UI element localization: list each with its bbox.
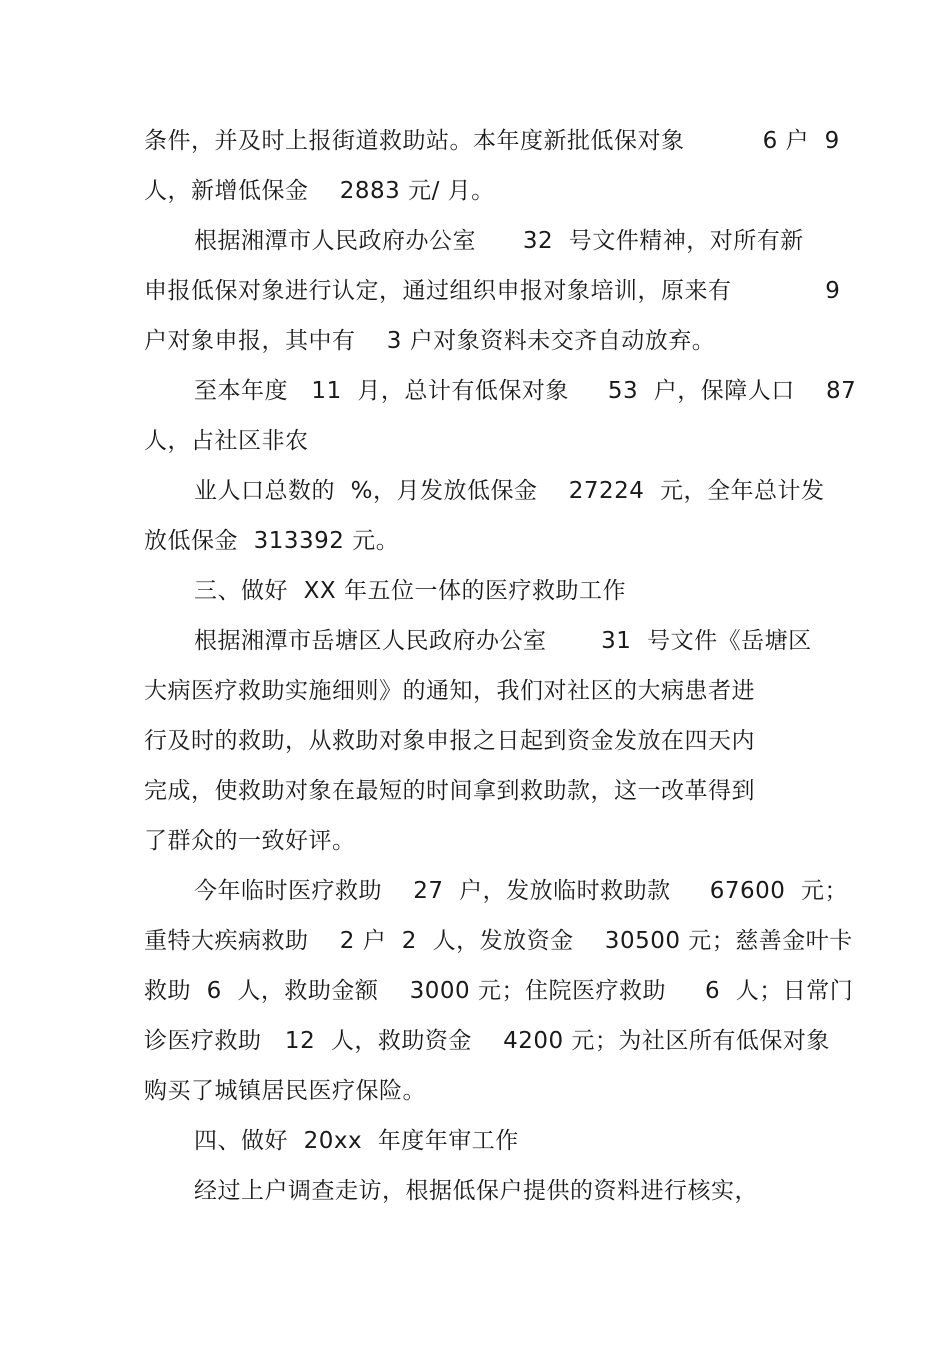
paragraph-line: 放低保金 313392 元。 <box>144 528 400 554</box>
paragraph-line: 根据湘潭市岳塘区人民政府办公室 31 号文件《岳塘区 <box>194 628 812 654</box>
paragraph-line: 诊医疗救助 12 人，救助资金 4200 元；为社区所有低保对象 <box>144 1028 830 1054</box>
paragraph-line: 条件，并及时上报街道救助站。本年度新批低保对象 6 户 9 <box>144 128 840 154</box>
paragraph-line: 业人口总数的 %，月发放低保金 27224 元，全年总计发 <box>194 478 825 504</box>
paragraph-line: 人，新增低保金 2883 元/ 月。 <box>144 178 495 204</box>
section-heading: 三、做好 XX 年五位一体的医疗救助工作 <box>194 578 626 604</box>
paragraph-line: 人，占社区非农 <box>144 428 309 454</box>
paragraph-line: 至本年度 11 月，总计有低保对象 53 户，保障人口 87 <box>194 378 857 404</box>
paragraph-line: 了群众的一致好评。 <box>144 828 356 854</box>
paragraph-line: 行及时的救助，从救助对象申报之日起到资金发放在四天内 <box>144 728 755 754</box>
paragraph-line: 今年临时医疗救助 27 户，发放临时救助款 67600 元； <box>194 878 848 904</box>
paragraph-line: 救助 6 人，救助金额 3000 元；住院医疗救助 6 人；日常门 <box>144 978 854 1004</box>
paragraph-line: 完成，使救助对象在最短的时间拿到救助款，这一改革得到 <box>144 778 755 804</box>
section-heading: 四、做好 20xx 年度年审工作 <box>194 1128 519 1154</box>
paragraph-line: 购买了城镇居民医疗保险。 <box>144 1078 426 1104</box>
paragraph-line: 根据湘潭市人民政府办公室 32 号文件精神，对所有新 <box>194 228 804 254</box>
paragraph-line: 户对象申报，其中有 3 户对象资料未交齐自动放弃。 <box>144 328 716 354</box>
paragraph-line: 重特大疾病救助 2 户 2 人，发放资金 30500 元；慈善金叶卡 <box>144 928 853 954</box>
paragraph-line: 经过上户调查走访，根据低保户提供的资料进行核实， <box>194 1178 758 1204</box>
paragraph-line: 大病医疗救助实施细则》的通知，我们对社区的大病患者进 <box>144 678 755 704</box>
paragraph-line: 申报低保对象进行认定，通过组织申报对象培训，原来有 9 <box>144 278 841 304</box>
